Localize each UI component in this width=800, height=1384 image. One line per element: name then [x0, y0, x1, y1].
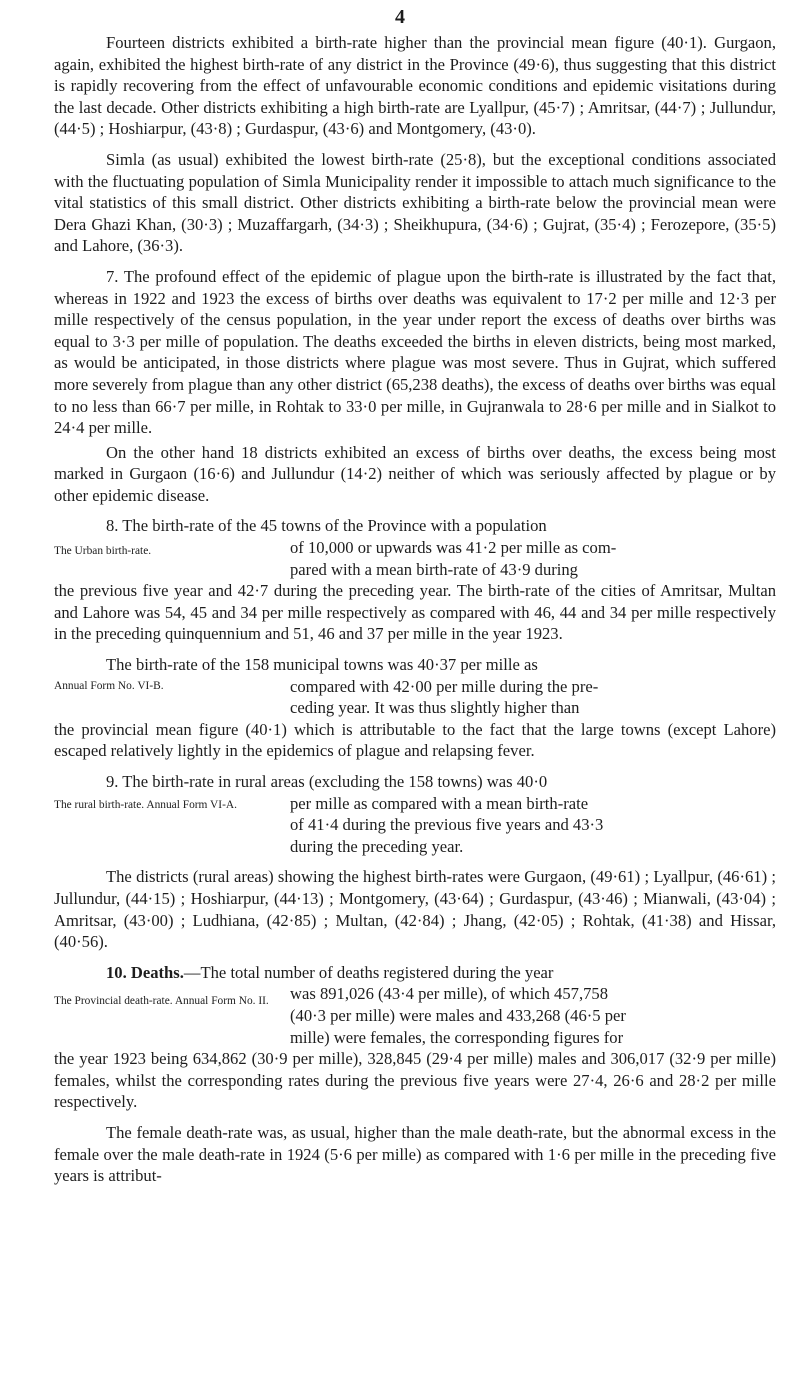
side-note-annual-form-vi-b: Annual Form No. VI-B.	[54, 679, 164, 692]
urban-rest: the previous five year and 42·7 during the preceding year. The birth-rate of the cities of Amritsar, Multan and Lahore was 54, 45 and 34 per mille respectively as compared with 46, 44 and 34 per mille respectively in the preceding quinquennium and 51, 46 and 37 per mille in the year 1923.	[54, 581, 776, 644]
rural-row-4: during the preceding year.	[290, 836, 464, 856]
municipal-side-block	[54, 676, 776, 719]
paragraph-simla: Simla (as usual) exhibited the lowest birth-rate (25·8), but the exceptional conditions associated with the fluctuating population of Simla Municipality render it impossible to attach much significance to the vital statistics of this small district. Other districts exhibiting a birth-rate below the provincial mean were Dera Ghazi Khan, (30·3) ; Muzaffargarh, (34·3) ; Sheikhupura, (34·6) ; Gujrat, (35·4) ; Ferozepore, (35·5) and Lahore, (36·3).	[54, 149, 776, 256]
rural-lead: 9. The birth-rate in rural areas (excluding the 158 towns) was 40·0	[106, 772, 548, 791]
paragraph-rural-districts: The districts (rural areas) showing the highest birth-rates were Gurgaon, (49·61) ; Lyallpur, (46·61) ; Jullundur, (44·15) ; Hoshiarpur, (44·13) ; Montgomery, (43·64) ; Gurdaspur, (43·46) ; Mianwali, (43·04) ; Amritsar, (43·00) ; Ludhiana, (42·85) ; Multan, (42·84) ; Jhang, (42·05) ; Rohtak, (41·38) and Hissar, (40·56).	[54, 867, 776, 952]
municipal-row-2: compared with 42·00 per mille during the pre-	[290, 676, 599, 696]
rural-row-3: of 41·4 during the previous five years and 43·3	[290, 815, 604, 835]
deaths-lead-line	[54, 962, 776, 984]
deaths-side-block	[54, 983, 776, 1048]
municipal-row-3: ceding year. It was thus slightly higher than	[290, 698, 580, 718]
deaths-row-4: mille) were females, the corresponding figures for	[290, 1027, 624, 1047]
section-rural-birth-rate	[54, 771, 776, 857]
side-note-rural: The rural birth-rate. Annual Form VI-A.	[54, 798, 237, 811]
page-number: 4	[395, 6, 405, 28]
deaths-heading: 10. Deaths.	[106, 962, 184, 982]
side-note-urban: The Urban birth-rate.	[54, 545, 152, 558]
municipal-lead: The birth-rate of the 158 municipal towns was 40·37 per mille as	[106, 655, 538, 675]
section-municipal-towns	[54, 654, 776, 762]
rural-side-block	[54, 793, 776, 858]
paragraph-plague-effect: 7. The profound effect of the epidemic of plague upon the birth-rate is illustrated by the fact that, whereas in 1922 and 1923 the excess of births over deaths was equivalent to 17·2 per mille and 12·3 per mille respectively of the census population, in the year under report the excess of deaths over births was equal to 3·3 per mille of population. The deaths exceeded the births in eleven districts, being most marked, as would be anticipated, in those districts where plague was most severe. Thus in Gujrat, which suffered more severely from plague than any other district (65,238 deaths), the excess of deaths over births was equal to no less than 66·7 per mille, in Rohtak to 33·0 per mille, in Gujranwala to 28·6 per mille and in Sialkot to 24·4 per mille.	[54, 266, 776, 438]
deaths-row-2: was 891,026 (43·4 per mille), of which 457,758	[290, 984, 608, 1004]
deaths-rest: the year 1923 being 634,862 (30·9 per mille), 328,845 (29·4 per mille) males and 306,017 (32·9 per mille) females, whilst the corresponding rates during the previous five years were 27·4, 26·6 and 28·2 per mille respectively.	[54, 1049, 776, 1112]
section-urban-birth-rate	[54, 515, 776, 645]
section-deaths	[54, 962, 776, 1113]
urban-row-3: pared with a mean birth-rate of 43·9 during	[290, 559, 578, 579]
rural-row-2: per mille as compared with a mean birth-rate	[290, 793, 589, 813]
paragraph-female-death-rate: The female death-rate was, as usual, higher than the male death-rate, but the abnormal excess in the female over the male death-rate in 1924 (5·6 per mille) as compared with 1·6 per mille in the preceding five years is attribut-	[54, 1122, 776, 1186]
deaths-lead: —The total number of deaths registered during the year	[183, 962, 554, 982]
urban-side-block	[54, 537, 776, 580]
urban-row-2: of 10,000 or upwards was 41·2 per mille as com-	[290, 538, 617, 558]
body-text	[54, 32, 776, 1196]
urban-lead: 8. The birth-rate of the 45 towns of the Province with a population	[106, 516, 547, 536]
municipal-rest: the provincial mean figure (40·1) which is attributable to the fact that the large towns (except Lahore) escaped relatively lightly in the epidemics of plague and relapsing fever.	[54, 719, 776, 761]
side-note-provincial-death-rate: The Provincial death-rate. Annual Form No. II.	[54, 995, 269, 1008]
paragraph-provincial-mean: Fourteen districts exhibited a birth-rate higher than the provincial mean figure (40·1). Gurgaon, again, exhibited the highest birth-rate of any district in the Province (49·6), thus suggesting that this district is rapidly recovering from the effect of unfavourable economic conditions and epidemic visitations during the last decade. Other districts exhibiting a high birth-rate are Lyallpur, (45·7) ; Amritsar, (44·7) ; Jullundur, (44·5) ; Hoshiarpur, (43·8) ; Gurdaspur, (43·6) and Montgomery, (43·0).	[54, 33, 776, 139]
paragraph-excess-births: On the other hand 18 districts exhibited an excess of births over deaths, the excess being most marked in Gurgaon (16·6) and Jullundur (14·2) neither of which was seriously affected by plague or by other epidemic disease.	[54, 442, 776, 505]
deaths-row-3: (40·3 per mille) were males and 433,268 (46·5 per	[290, 1005, 626, 1025]
